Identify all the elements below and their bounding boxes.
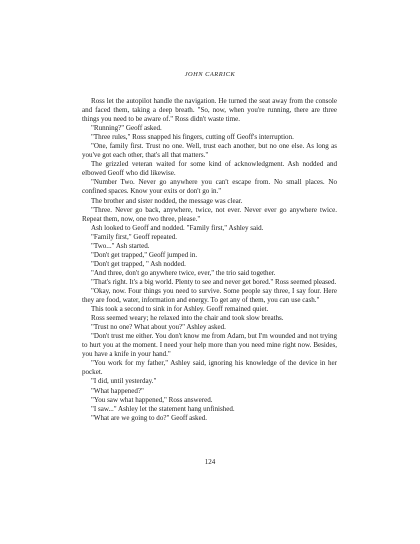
paragraph: "You work for my father," Ashley said, ignoring his knowledge of the device in her pocket. [82,359,337,377]
paragraph: "Don't get trapped, " Ash nodded. [91,259,186,268]
paragraph: "I did, until yesterday." [91,377,157,386]
paragraph: Ross let the autopilot handle the navigation. He turned the seat away from the console and faced them, taking a deep breath. "So, now, when you're running, there are three things you need to be aware of." Ross didn't waste time. [82,97,337,124]
paragraph: "I saw..." Ashley let the statement hang unfinished. [91,404,235,413]
page-number: 124 [204,458,216,466]
paragraph: "Three. Never go back, anywhere, twice, not ever. Never ever go anywhere twice. Repeat them, now, one two three, please." [82,205,337,223]
paragraph: "Running?" Geoff asked. [91,124,162,133]
paragraph: "One, family first. Trust no one. Well, trust each another, but no one else. As long as you've got each other, that's all that matters." [82,142,337,160]
paragraph: "Trust no one? What about you?" Ashley asked. [91,323,226,332]
paragraph: "Family first," Geoff repeated. [91,232,178,241]
paragraph: "You saw what happened," Ross answered. [91,395,213,404]
paragraph: "What happened?" [91,386,144,395]
paragraph: "Okay, now. Four things you need to survive. Some people say three, I say four. Here they are food, water, information and energy. To get any of them, you can use cash." [82,286,337,305]
paragraph: The brother and sister nodded, the message was clear. [91,196,243,205]
paragraph: "Number Two. Never go anywhere you can't escape from. No small places. No confined spaces. Know your exits or don't go in." [82,178,337,196]
body-text [82,97,337,423]
paragraph: "Don't trust me either. You don't know me from Adam, but I'm wounded and not trying to hurt you at the moment. I need your help more than you need mine right now. Besides, you have a knife in your hand." [82,332,337,359]
paragraph: "And three, don't go anywhere twice, ever," the trio said together. [91,268,276,277]
paragraph: "That's right. It's a big world. Plenty to see and never get bored." Ross seemed pleased. [91,277,337,286]
paragraph: Ash looked to Geoff and nodded. "Family first," Ashley said. [91,223,264,232]
running-header: JOHN CARRICK [184,71,236,78]
paragraph: "What are we going to do?" Geoff asked. [91,413,207,422]
paragraph: Ross seemed weary; he relaxed into the chair and took slow breaths. [91,314,284,323]
paragraph: "Don't get trapped," Geoff jumped in. [91,250,198,259]
paragraph: "Two..." Ash started. [91,241,150,250]
paragraph: The grizzled veteran waited for some kind of acknowledgment. Ash nodded and elbowed Geoff who did likewise. [82,160,337,178]
paragraph: This took a second to sink in for Ashley. Geoff remained quiet. [91,305,269,314]
paragraph: "Three rules," Ross snapped his fingers, cutting off Geoff's interruption. [91,133,294,142]
